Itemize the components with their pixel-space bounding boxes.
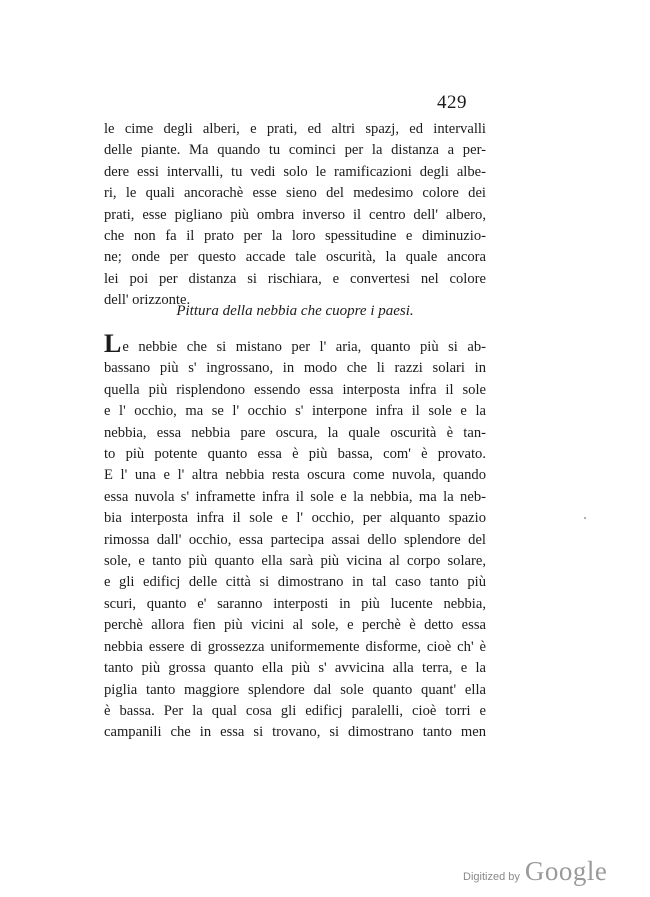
text-line: e l' occhio, ma se l' occhio s' interpone infra il sole e la (104, 403, 486, 420)
text-line: scuri, quanto e' saranno interposti in più lucente nebbia, (104, 595, 486, 612)
text-line: ri, le quali ancorachè esse sieno del medesimo colore dei (104, 185, 486, 202)
first-line-text: e nebbie che si mistano per l' aria, quanto più si ab- (122, 339, 486, 355)
text-line: quella più risplendono essendo essa interposta infra il sole (104, 381, 486, 398)
text-line: è bassa. Per la qual cosa gli edificj paralelli, cioè torri e (104, 702, 486, 719)
google-watermark (463, 856, 607, 887)
paragraph-1 (104, 119, 486, 312)
text-line: bassano più s' ingrossano, in modo che li razzi solari in (104, 360, 486, 377)
text-line: che non fa il prato per la loro spessitudine e diminuzio- (104, 228, 486, 245)
page-number: 429 (437, 92, 467, 113)
paragraph-2 (104, 329, 486, 744)
text-line: le cime degli alberi, e prati, ed altri spazj, ed intervalli (104, 121, 486, 137)
text-line: lei poi per distanza si rischiara, e convertesi nel colore (104, 270, 486, 287)
drop-cap: L (104, 329, 122, 358)
google-logo: Google (524, 856, 608, 886)
text-line: sole, e tanto più quanto ella sarà più vicina al corpo solare, (104, 553, 486, 570)
text-line: to più potente quanto essa è più bassa, com' è provato. (104, 446, 486, 463)
text-line: perchè allora fien più vicini al sole, e perchè è detto essa (104, 617, 486, 634)
text-line: campanili che in essa si trovano, si dimostrano tanto men (104, 724, 486, 741)
text-line: e gli edificj delle città si dimostrano in tal caso tanto più (104, 574, 486, 591)
text-line: essa nuvola s' inframette infra il sole e la nebbia, ma la neb- (104, 488, 486, 505)
paragraph-2-first-line (104, 329, 486, 358)
text-line: dere essi intervalli, tu vedi solo le ramificazioni degli albe- (104, 163, 486, 180)
text-line: nebbia essere di grossezza uniformemente disforme, cioè ch' è (104, 638, 486, 655)
text-line: delle piante. Ma quando tu cominci per la distanza a per- (104, 142, 486, 159)
text-line: E l' una e l' altra nebbia resta oscura come nuvola, quando (104, 467, 486, 484)
text-line: bia interposta infra il sole e l' occhio, per alquanto spazio (104, 510, 486, 527)
text-line: prati, esse pigliano più ombra inverso il centro dell' albero, (104, 206, 486, 223)
text-line: nebbia, essa nebbia pare oscura, la quale oscurità è tan- (104, 424, 486, 441)
paper-speck (584, 517, 586, 519)
text-line: dell' orizzonte. (104, 292, 191, 309)
text-line: ne; onde per questo accade tale oscurità, la quale ancora (104, 249, 486, 266)
watermark-label: Digitized by (463, 871, 520, 883)
text-line: tanto più grossa quanto ella più s' avvicina alla terra, e la (104, 660, 486, 677)
text-line: piglia tanto maggiore splendore dal sole quanto quant' ella (104, 681, 486, 698)
text-line: rimossa dall' occhio, essa partecipa assai dello splendore del (104, 531, 486, 548)
section-heading: Pittura della nebbia che cuopre i paesi. (176, 303, 414, 319)
